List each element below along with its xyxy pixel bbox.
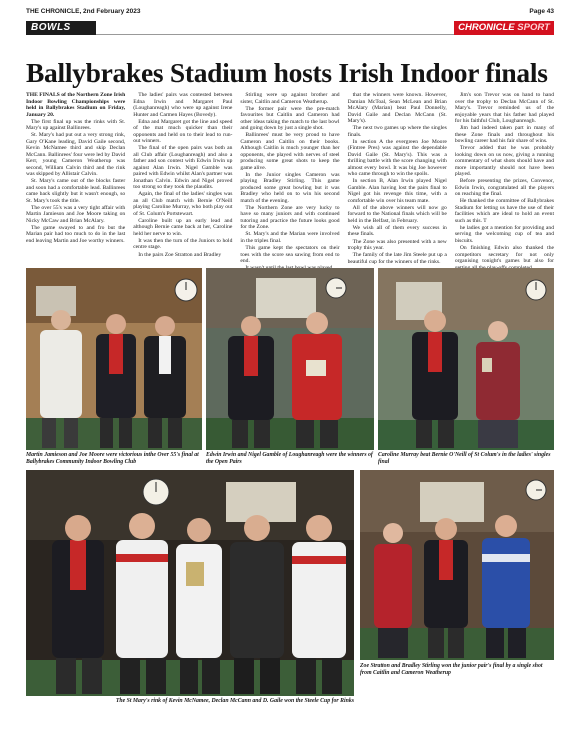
photo-steele-cup-rink [26,470,354,696]
paragraph: The final of the open pairs was both an all Club affair (Loughanreagh) and also a father and son contest with Edwin Irwin up against Alan Irwin. Nigel Gamble was paired with Edwin whilst Alan's partner was Jonathan Calvin. Edwin and Nigel proved too strong so they took the plaudits. [133,145,233,191]
photo-open-pairs-image [206,268,374,450]
article-lead [26,92,125,118]
brand-tag-sport: SPORT [517,22,550,33]
article-headline: Ballybrakes Stadium hosts Irish Indoor finals [26,57,548,88]
caption-steele-cup: The St Mary's rink of Kevin McNamee, Declan McCann and D. Gaile won the Steele Cup for Rinks [115,698,354,704]
photo-over-55s-winners [26,268,202,450]
paragraph: St. Mary's and the Marian were involved in the triples final. [240,231,340,244]
article-lead-bold: THE FINALS of the Northern Zone Irish Indoor Bowling Championships were held in Ballybrakes Stadium on Friday, January 20. [26,92,126,118]
paragraph: It was then the turn of the Juniors to hold centre stage. [133,237,233,251]
paragraph: Edna and Margaret got the line and speed of the mat much quicker than their opponents and held on to their lead to run-out winners. [133,118,233,145]
paragraph: Jim's son Trevor was on hand to hand over the trophy to Declan McCann of St. Mary's. Trevor reminded us of the enjoyable years that his father had played for his faithful Club, Loughanreagh. [454,92,555,124]
paragraph: The family of the late Jim Steele put up a beautiful cup for the winners of the rinks. [347,252,447,265]
caption-over-55s: Martin Jamieson and Joe Moore were victorious inthe Over 55's final at Ballybrakes Community Indoor Bowling Club [26,452,199,465]
paragraph: St. Mary's came out of the blocks faster and soon had a comfortable lead. Ballinrees came back slightly but it wasn't enough, so St. Mary's took the title. [26,178,126,204]
photo-junior-pairs-image [360,470,554,660]
article-column-4 [348,92,447,264]
publication-date: THE CHRONICLE, 2nd February 2023 [26,8,141,15]
article-column-1 [26,92,125,264]
article-column-5 [455,92,554,264]
paragraph: We wish all of them every success in these finals. [347,224,447,238]
photo-ladies-singles-winner [378,268,554,450]
section-tag: BOWLS [26,21,96,35]
paragraph: The Zone was also presented with a new trophy this year. [347,238,447,252]
paragraph: The first final up was the rinks with St. Mary's up against Ballinrees. [26,118,126,132]
paragraph: In section B, Alan Irwin played Nigel Gamble. Alan having lost the pairs final to Nigel got his revenge this time, with a comfortable win over his team mate. [347,178,447,204]
paragraph: The next two games up where the singles finals. [347,125,447,138]
paragraph: The game swayed to and fro but the Marian pair had too much to do in the last end leaving Martin and Joe worthy winners. [26,224,126,244]
paragraph: In the pairs Zoe Stratton and Bradley [138,251,222,258]
page-topline [26,8,554,18]
paragraph: On finishing Edwin also thanked the competitors secretary for not only organising tonight's games but also for [454,245,555,265]
paragraph: Jim had indeed taken part in many of these Zone finals and throughout his bowling career had his fair share of wins. [454,125,555,145]
article-column-3 [240,92,339,264]
paragraph: This game kept the spectators on their toes with the score sea sawing from end to end. [240,245,340,265]
paragraph: In section A the evergreen Joe Moore (Fintree Pres) was against the dependable David Gaile (St. Mary's). This was a thrilling battle with the score changing with almost every bowl. It was big Joe however who came through to win the spoils. [347,138,447,178]
photo-ladies-singles-image [378,268,554,450]
section-bar [26,21,554,35]
paragraph: that the winners were known. However, Damian McToal, Sean McLean and Brian McAlary (Marian) beat Paul Donnelly, David Gaile and Declan McCann (St. Mary's). [347,92,447,124]
paragraph: The over 55's was a very tight affair with Martin Jamieson and Joe Moore taking on Nicky McCaw and Brian McAlary. [26,204,126,224]
paragraph: Before presenting the prizes, Convenor, Edwin Irwin, congratulated all the players on reaching the final. [454,178,555,198]
paragraph: Trevor added that he was probably looking down on us now, giving a running commentary of what shots should have and more importantly should not have been played. [454,145,555,178]
photo-junior-pairs-winners [360,470,554,660]
photo-open-pairs-winners [206,268,374,450]
caption-open-pairs: Edwin Irwin and Nigel Gamble of Loughanreagh were the winners of the Open Pairs [206,452,373,465]
brand-tag [454,21,554,35]
article-column-2 [133,92,232,264]
paragraph: All of the above winners will now go forward to the National finals which will be held in the Belfast, in February. [347,204,447,224]
paragraph: Again, the final of the ladies' singles was an all Club match with Bernie O'Neill playing Caroline Murray, who both play out of St. Colum's Portstewart. [133,191,233,217]
paragraph: St. Mary's had put out a very strong rink, Gary O'Kane leading, David Gaile second, Kevin McNamee third and skip Declan McCann. Ballinrees' four were led by David Kerr, young Cameron Weatherup was second, William Calvin third and the rink was skipped by Allistair Calvin. [26,132,126,178]
paragraph: The ladies' pairs was contested between Edna Irwin and Margaret Paul (Loughanreagh) who were up against Irene Hunter and Carmen Hayes (Bovedy). [133,92,233,118]
caption-junior-pairs: Zoe Stratton and Bradley Stirling won the junior pair's final by a single shot from Caitlin and Cameron Weatherup [360,663,543,676]
paragraph: He thanked the committee of Ballybrakes Stadium for letting us have the use of their facilities which are ideal to hold an event such as this. T [454,198,555,224]
page-number: Page 43 [529,8,554,15]
paragraph: he ladies got a mention for providing and serving the welcoming cup of tea and biscuits. [454,224,555,244]
paragraph: Stirling were up against brother and sister, Caitlin and Cameron Weatherup. [240,92,340,105]
paragraph: Caroline built up an early lead and although Bernie came back at her, Caroline held her nerve to win. [133,217,233,237]
paragraph: In the Junior singles Cameron was playing Bradley Stirling. This game produced some great bowling but it was Bradley who held on to win his second match of the evening. [240,171,340,204]
photo-over-55s-image [26,268,202,450]
photo-steele-cup-image [26,470,354,696]
paragraph: Ballinrees' must be very proud to have Cameron and Caitlin on their books. Although Caitlin is much younger than her opponents, she played with nerves of steel producing some great shots to keep the game alive. [240,132,340,171]
paragraph: The former pair were the pre-match favourites but Caitlin and Cameron had other ideas taking the match to the last bowl and going down by just a single shot. [240,105,340,132]
brand-tag-chronicle: CHRONICLE [458,22,515,33]
paragraph: The Northern Zone are very lucky to have so many juniors and with continued tutoring and practice the future looks good for the Zone. [240,204,340,231]
caption-ladies-singles: Caroline Murray beat Bernie O'Neill of St Colum's in the ladies' singles final [378,452,551,465]
article-body [26,92,554,264]
